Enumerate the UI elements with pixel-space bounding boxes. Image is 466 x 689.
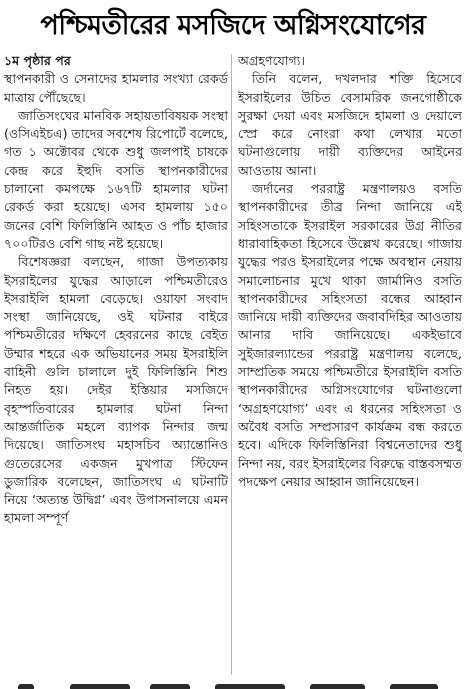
article-column-left bbox=[4, 52, 228, 677]
column-divider bbox=[231, 54, 232, 675]
article-paragraph: স্থাপনকারী ও সেনাদের হামলার সংখ্যা রেকর্ড মাত্রায় পৌঁছেছে। bbox=[4, 71, 228, 105]
article-paragraph: জর্দানের পররাষ্ট্র মন্ত্রণালয়ও বসতি স্থাপনকারীদের তীব্র নিন্দা জানিয়ে এই সহিংসতাকে ইসরাইল সরকারের উগ্র নীতির ধারাবাহিকতা হিসেবে উল্লেখ করেছে। গাজায় যুদ্ধের পরও ইসরাইলের পক্ষে অবস্থান নেয়ায় সমালোচনার মুখে থাকা জার্মানিও বসতি স্থাপনকারীদের সহিংসতা বন্ধের আহ্বান জানিয়ে দায়ী ব্যক্তিদের জবাবদিহির আওতায় আনার দাবি জানিয়েছে। একইভাবে সুইজারল্যান্ডের পররাষ্ট্র মন্ত্রণালয় বলেছে, সাম্প্রতিক সময়ে পশ্চিমতীরে ইসরাইলি বসতি স্থাপনকারীদের অগ্নিসংযোগের ঘটনাগুলো ‘অগ্রহণযোগ্য’ এবং এ ধরনের সহিংসতা ও অবৈধ বসতি সম্প্রসারণ কার্যক্রম বন্ধ করতে হবে। এদিকে ফিলিস্তিনিরা বিশ্বনেতাদের শুধু নিন্দা নয়, বরং ইসরাইলের বিরুদ্ধে বাস্তবসম্মত পদক্ষেপ নেয়ার আহ্বান জানিয়েছেন। bbox=[238, 181, 462, 489]
article-paragraph: অগ্রহণযোগ্য। bbox=[238, 53, 305, 68]
article-headline: পশ্চিমতীরের মসজিদে অগ্নিসংযোগের bbox=[40, 10, 426, 41]
article-column-right bbox=[238, 52, 462, 677]
continued-from-label: ১ম পৃষ্ঠার পর bbox=[4, 53, 71, 68]
article-paragraph: তিনি বলেন, দখলদার শক্তি হিসেবে ইসরাইলের উচিত বেসামরিক জনগোষ্ঠীকে সুরক্ষা দেয়া এবং মসজিদে হামলা ও দেয়ালে স্প্রে করে নোংরা কথা লেখার মতো ঘটনাগুলোয় দায়ী ব্যক্তিদের আইনের আওতায় আনা। bbox=[238, 71, 462, 178]
article-paragraph: জাতিসংঘের মানবিক সহায়তাবিষয়ক সংস্থা (ওসিএইচএ) তাদের সবশেষ রিপোর্টে বলেছে, গত ১ অক্টোবর থেকে শুধু জলপাই চাষকে কেন্দ্র করে ইহুদি বসতি স্থাপনকারীদের চালানো কমপক্ষে ১৬৭টি হামলার ঘটনা রেকর্ড করা হয়েছে। এসব হামলায় ১৫০ জনের বেশি ফিলিস্তিনি আহত ও পাঁচ হাজার ৭০০টিরও বেশি গাছ নষ্ট হয়েছে। bbox=[4, 107, 228, 251]
article-paragraph: বিশেষজ্ঞরা বলছেন, গাজা উপত্যকায় ইসরাইলের যুদ্ধের আড়ালে পশ্চিমতীরেও ইসরাইলি হামলা বেড়েছে। ওয়াফা সংবাদ সংস্থা জানিয়েছে, ওই ঘটনার বাইরে পশ্চিমতীরের দক্ষিণে হেবরনের কাছে বেইত উম্মার শহরে এক অভিযানের সময় ইসরাইলি বাহিনী গুলি চালালে দুই ফিলিস্তিনি শিশু নিহত হয়। দেইর ইস্তিয়ার মসজিদে বৃহস্পতিবারের হামলার ঘটনা নিন্দা আন্তর্জাতিক মহলে ব্যাপক নিন্দার জন্ম দিয়েছে। জাতিসংঘ মহাসচিব অ্যান্তোনিও গুতেরেসের একজন মুখপাত্র স্টিফেন ডুজারিক বলেছেন, জাতিসংঘ এ ঘটনাটি নিয়ে ‘অত্যন্ত উদ্বিগ্ন’ এবং উপাসনালয়ে এমন হামলা সম্পূর্ণ bbox=[4, 254, 228, 526]
cropped-next-headline bbox=[0, 681, 466, 689]
